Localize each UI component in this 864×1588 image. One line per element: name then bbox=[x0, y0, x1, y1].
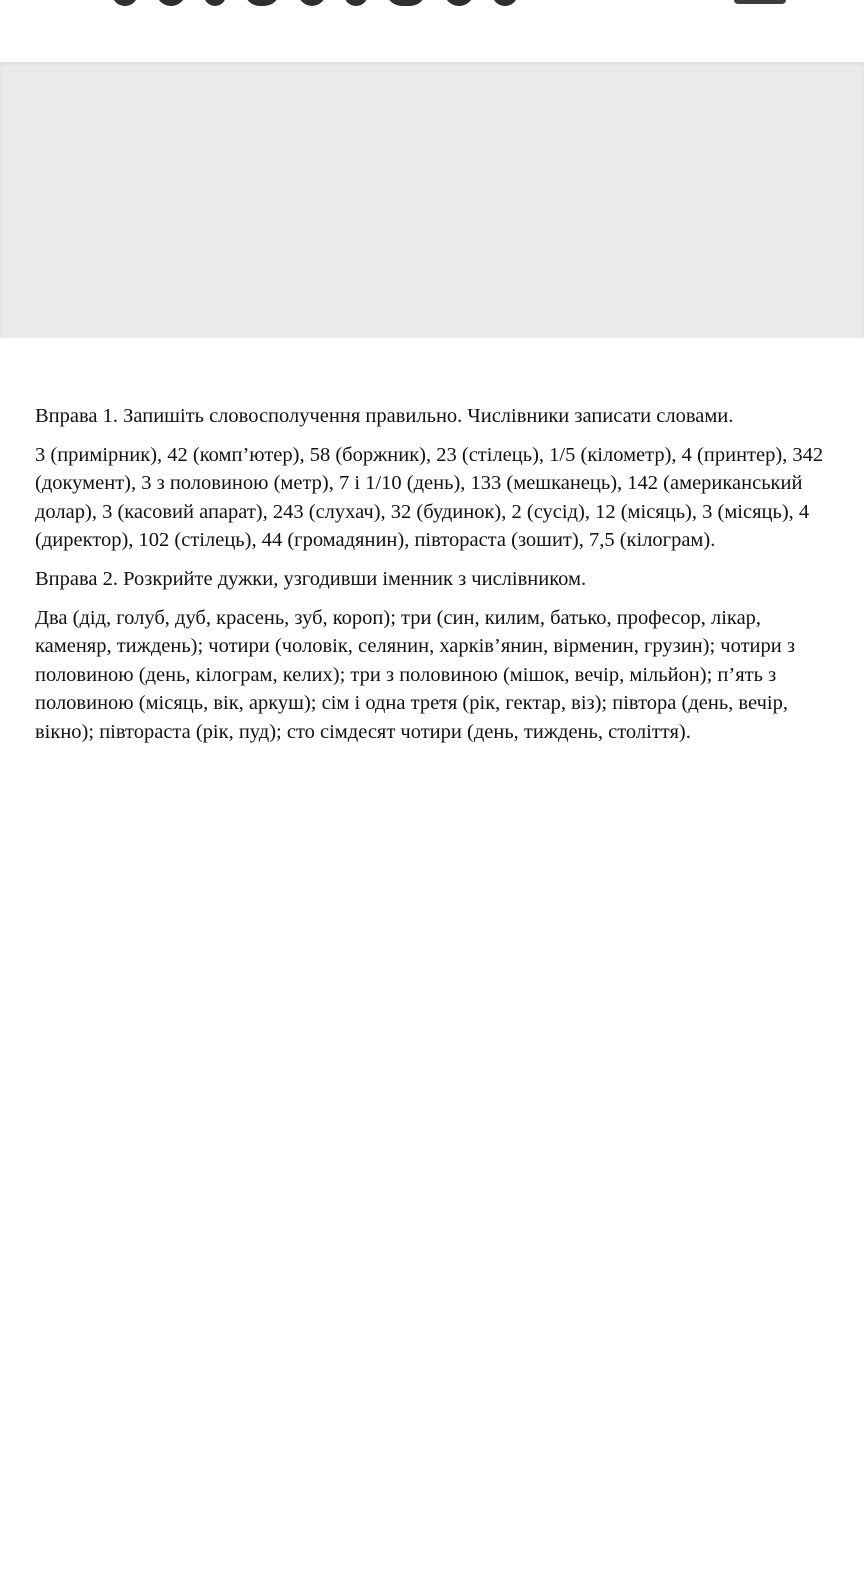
clipped-header-glyphs bbox=[112, 0, 632, 6]
exercise-2-body: Два (дід, голуб, дуб, красень, зуб, короп); три (син, килим, батько, професор, лікар, каменяр, тиждень); чотири (чоловік, селянин, харків’янин, вірменин, грузин); чотири з половиною (день, кілограм, келих); три з половиною (мішок, вечір, мільйон); п’ять з половиною (місяць, вік, аркуш); сім і одна третя (рік, гектар, віз); півтора (день, вечір, вікно); півтораста (рік, пуд); сто сімдесят чотири (день, тиждень, століття). bbox=[35, 606, 795, 743]
clipped-top-button[interactable] bbox=[734, 0, 786, 4]
exercise-1-body: 3 (примірник), 42 (комп’ютер), 58 (боржник), 23 (стілець), 1/5 (кілометр), 4 (принтер), 342 (документ), 3 з половиною (метр), 7 і 1/10 (день), 133 (мешканець), 142 (американський долар), 3 (касовий апарат), 243 (слухач), 32 (будинок), 2 (сусід), 12 (місяць), 3 (місяць), 4 (директор), 102 (стілець), 44 (громадянин), півтораста (зошит), 7,5 (кілограм). bbox=[35, 443, 824, 552]
top-bar-clipped bbox=[0, 0, 864, 62]
exercise-2-heading: Вправа 2. Розкрийте дужки, узгодивши іменник з числівником. bbox=[35, 567, 587, 590]
ad-banner-placeholder[interactable] bbox=[0, 62, 864, 338]
exercise-1-heading: Вправа 1. Запишіть словосполучення правильно. Числівники записати словами. bbox=[35, 405, 734, 427]
exercise-document bbox=[35, 402, 835, 757]
